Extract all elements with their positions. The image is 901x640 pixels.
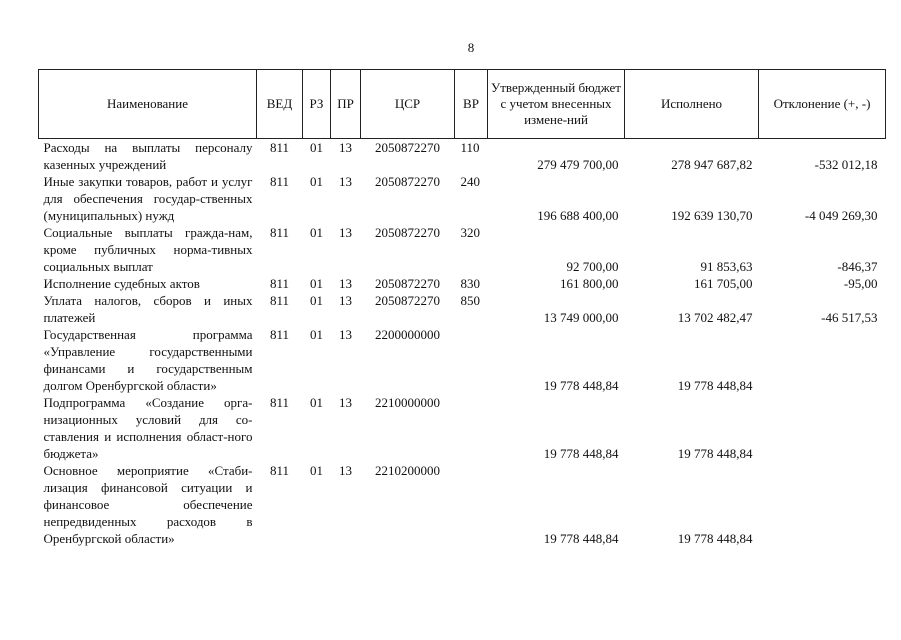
row-approved: 19 778 448,84 <box>543 531 619 546</box>
col-header-csr: ЦСР <box>361 70 455 139</box>
table-row <box>39 139 886 174</box>
row-vr: 240 <box>460 174 480 189</box>
row-ved: 811 <box>269 327 290 342</box>
row-name: Государственная программа «Управление государственными финансами и государственным долгом Оренбургской области» <box>43 327 253 393</box>
row-name: Основное мероприятие «Стаби-лизация финансовой ситуации и финансовое обеспечение непредвиденных расходов в Оренбургской области» <box>43 463 253 546</box>
row-csr: 2050872270 <box>375 293 440 308</box>
col-header-ved: ВЕД <box>257 70 303 139</box>
row-vr: 850 <box>460 293 480 308</box>
row-executed: 19 778 448,84 <box>677 446 753 461</box>
row-ved: 811 <box>269 276 290 291</box>
row-name: Подпрограмма «Создание орга-низационных условий для со-ставления и исполнения област-ного бюджета» <box>43 395 253 461</box>
budget-table <box>38 69 886 547</box>
row-rz: 01 <box>310 463 323 478</box>
row-deviation: -4 049 269,30 <box>804 208 878 223</box>
row-deviation: -846,37 <box>837 259 878 274</box>
row-pr: 13 <box>339 463 352 478</box>
row-executed: 278 947 687,82 <box>671 157 753 172</box>
row-vr: 110 <box>460 140 480 155</box>
row-name: Расходы на выплаты персоналу казенных учреждений <box>43 140 253 172</box>
row-rz: 01 <box>310 276 323 291</box>
row-rz: 01 <box>310 327 323 342</box>
row-vr: 830 <box>460 276 480 291</box>
page-number: 8 <box>467 40 475 55</box>
row-approved: 13 749 000,00 <box>543 310 619 325</box>
row-approved: 196 688 400,00 <box>537 208 619 223</box>
row-name: Уплата налогов, сборов и иных платежей <box>43 293 253 325</box>
col-header-name: Наименование <box>39 70 257 139</box>
table-row <box>39 462 886 547</box>
col-header-approved: Утвержденный бюджет с учетом внесенных измене-ний <box>488 70 625 139</box>
col-header-executed: Исполнено <box>625 70 759 139</box>
row-csr: 2050872270 <box>375 276 440 291</box>
row-deviation <box>759 462 886 547</box>
row-deviation: -532 012,18 <box>814 157 878 172</box>
row-ved: 811 <box>269 463 290 478</box>
row-vr <box>455 394 488 462</box>
row-executed: 161 705,00 <box>694 276 753 291</box>
row-deviation <box>759 326 886 394</box>
table-row <box>39 292 886 326</box>
row-deviation <box>759 394 886 462</box>
row-pr: 13 <box>339 293 352 308</box>
row-name: Иные закупки товаров, работ и услуг для обеспечения государ-ственных (муниципальных) нужд <box>43 174 253 223</box>
row-approved: 279 479 700,00 <box>537 157 619 172</box>
row-executed: 91 853,63 <box>700 259 753 274</box>
row-vr <box>455 326 488 394</box>
row-ved: 811 <box>269 293 290 308</box>
row-csr: 2050872270 <box>375 140 440 155</box>
row-approved: 161 800,00 <box>560 276 619 291</box>
row-rz: 01 <box>310 174 323 189</box>
row-ved: 811 <box>269 225 290 240</box>
row-csr: 2210200000 <box>375 463 440 478</box>
row-csr: 2050872270 <box>375 225 440 240</box>
row-rz: 01 <box>310 140 323 155</box>
row-ved: 811 <box>269 174 290 189</box>
table-row <box>39 275 886 292</box>
row-pr: 13 <box>339 276 352 291</box>
row-csr: 2200000000 <box>375 327 440 342</box>
table-row <box>39 326 886 394</box>
col-header-pr: ПР <box>331 70 361 139</box>
row-vr <box>455 462 488 547</box>
row-pr: 13 <box>339 174 352 189</box>
row-approved: 19 778 448,84 <box>543 378 619 393</box>
row-executed: 192 639 130,70 <box>671 208 753 223</box>
row-pr: 13 <box>339 225 352 240</box>
row-name: Исполнение судебных актов <box>43 276 200 291</box>
row-approved: 19 778 448,84 <box>543 446 619 461</box>
row-executed: 19 778 448,84 <box>677 531 753 546</box>
col-header-rz: РЗ <box>303 70 331 139</box>
col-header-vr: ВР <box>455 70 488 139</box>
row-deviation: -46 517,53 <box>821 310 878 325</box>
row-ved: 811 <box>269 395 290 410</box>
row-pr: 13 <box>339 140 352 155</box>
table-row <box>39 224 886 275</box>
row-executed: 19 778 448,84 <box>677 378 753 393</box>
row-vr: 320 <box>460 225 480 240</box>
header-row <box>39 70 886 139</box>
row-pr: 13 <box>339 327 352 342</box>
row-ved: 811 <box>269 140 290 155</box>
col-header-deviation: Отклонение (+, -) <box>759 70 886 139</box>
row-rz: 01 <box>310 293 323 308</box>
row-pr: 13 <box>339 395 352 410</box>
row-csr: 2050872270 <box>375 174 440 189</box>
row-executed: 13 702 482,47 <box>677 310 753 325</box>
row-approved: 92 700,00 <box>566 259 619 274</box>
row-rz: 01 <box>310 225 323 240</box>
table-row <box>39 394 886 462</box>
row-csr: 2210000000 <box>375 395 440 410</box>
table-row <box>39 173 886 224</box>
row-rz: 01 <box>310 395 323 410</box>
row-name: Социальные выплаты гражда-нам, кроме публичных норма-тивных социальных выплат <box>43 225 253 274</box>
row-deviation: -95,00 <box>843 276 878 291</box>
